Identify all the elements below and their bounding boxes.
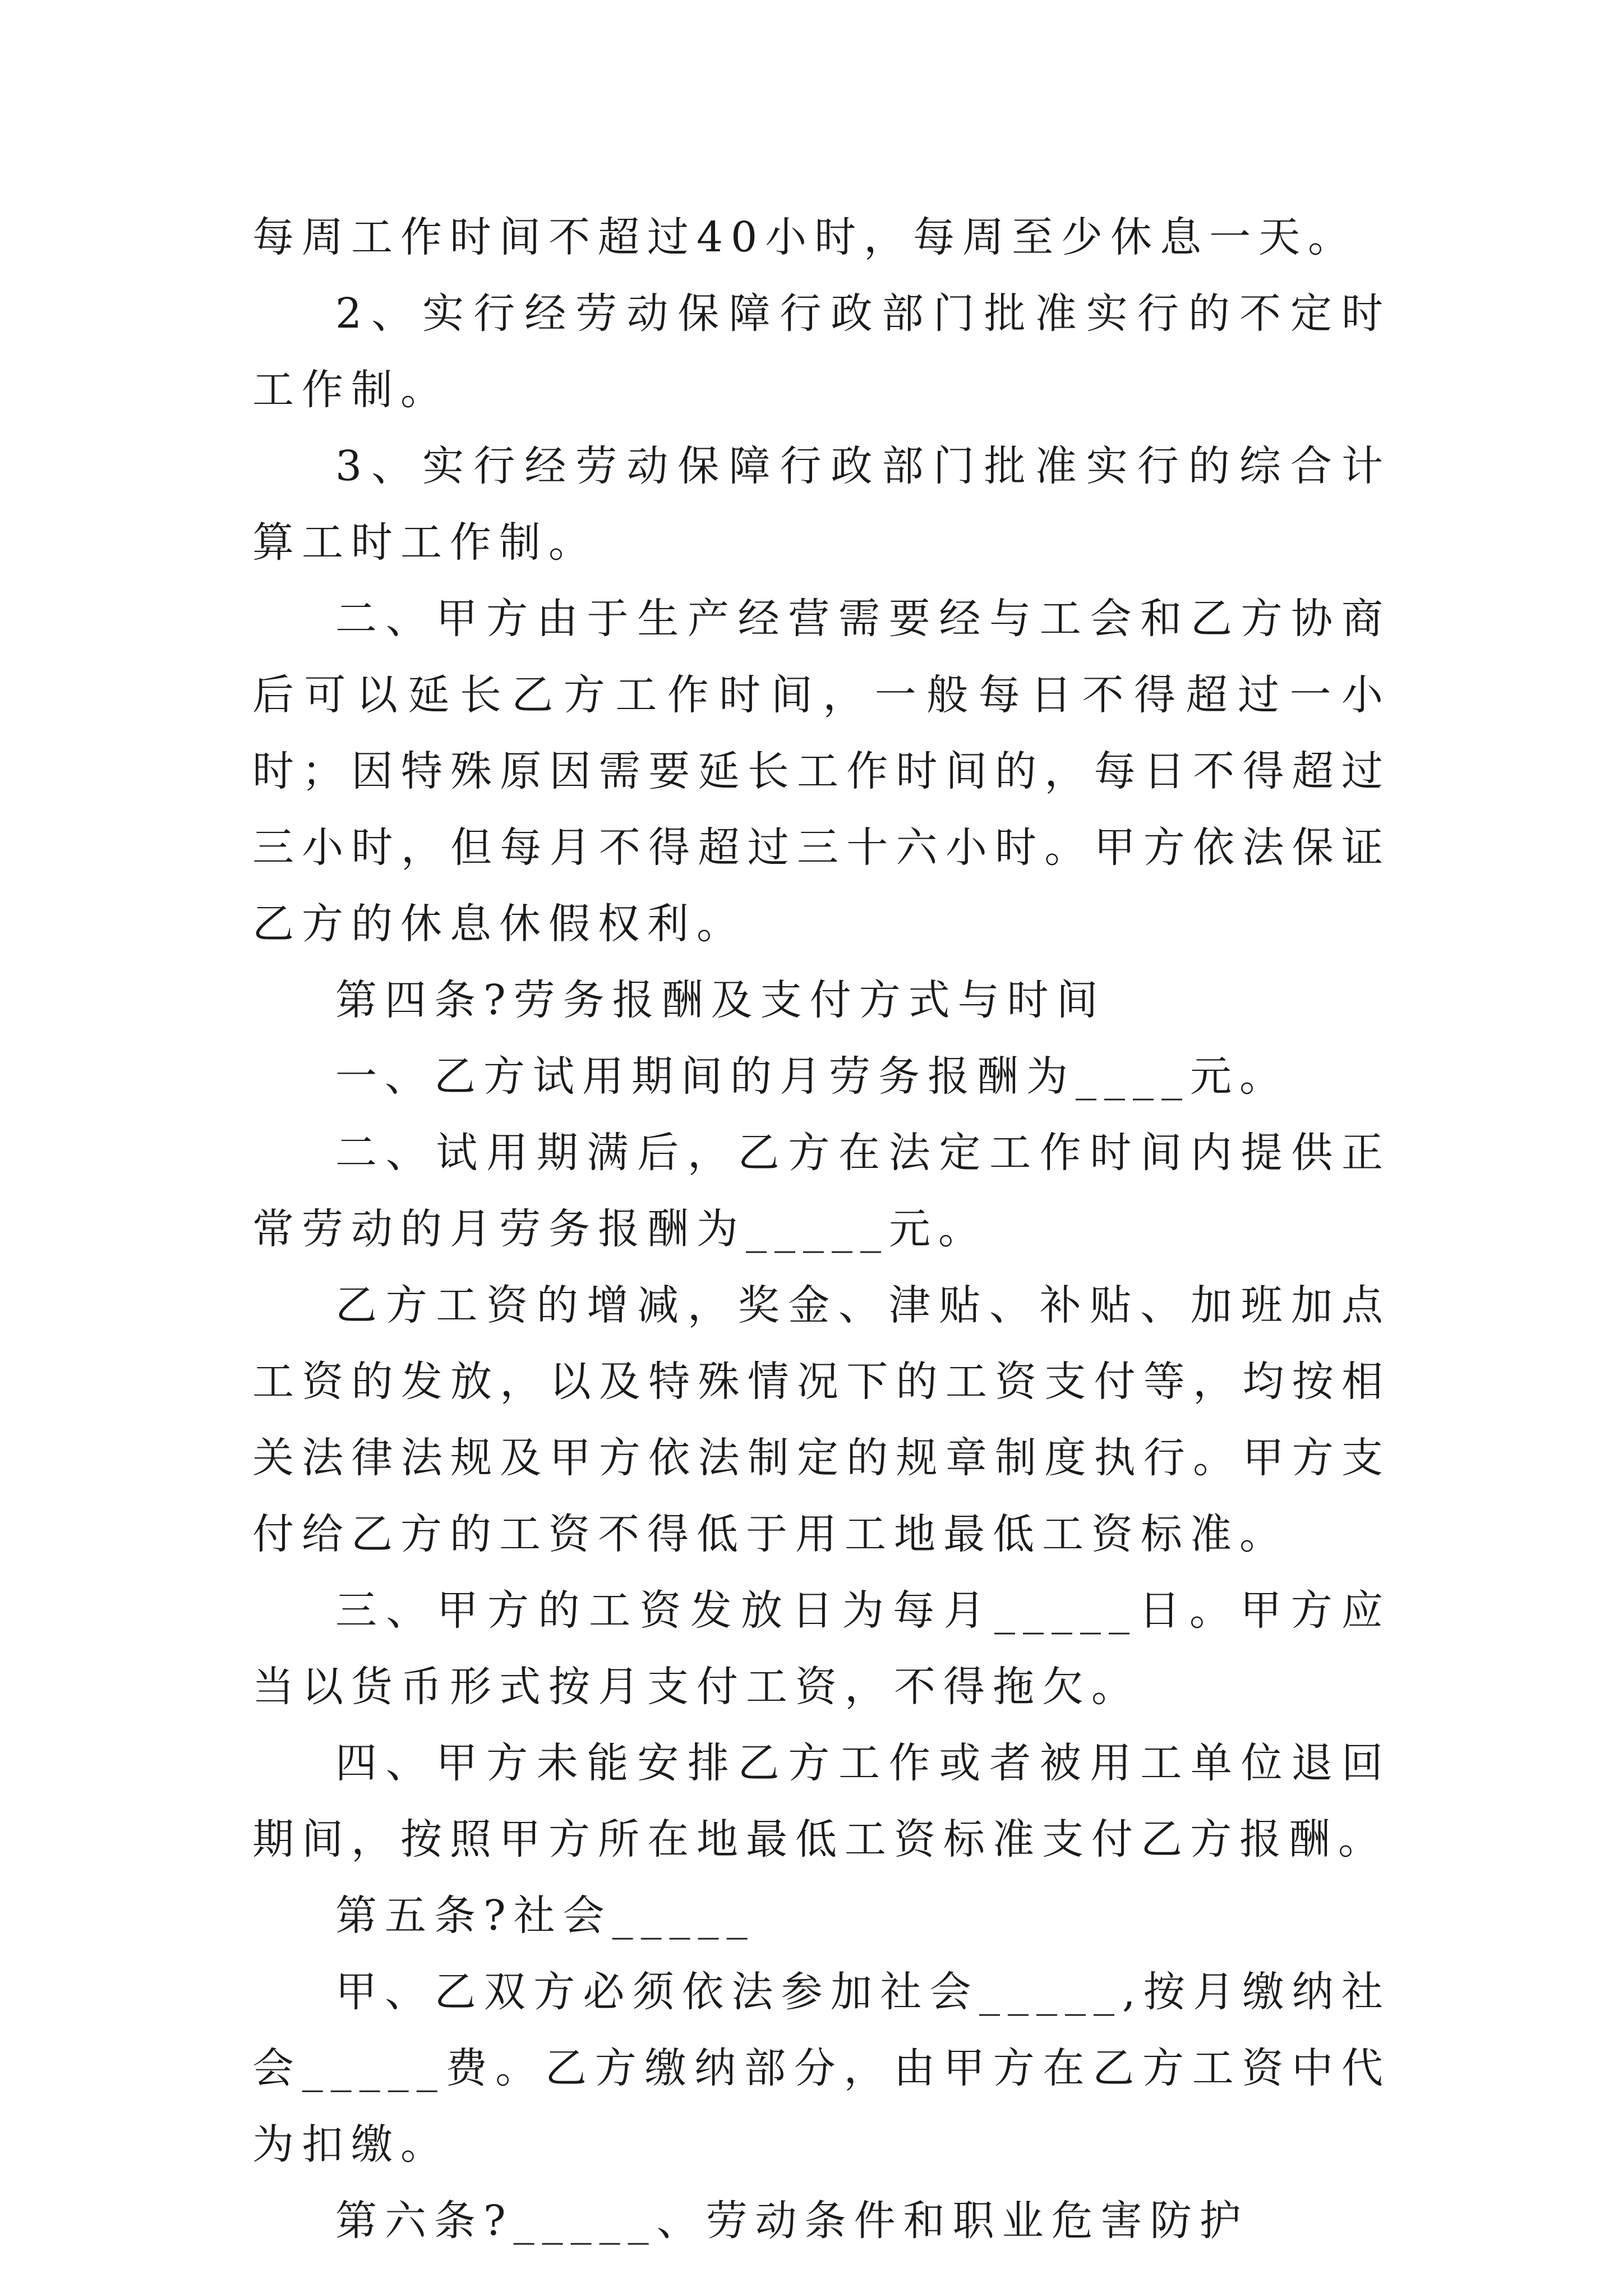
- paragraph-comprehensive-hours: 3、实行经劳动保障行政部门批准实行的综合计算工时工作制。: [252, 442, 1391, 567]
- paragraph-post-probation-pay: 二、试用期满后，乙方在法定工作时间内提供正常劳动的月劳务报酬为_____元。: [252, 1129, 1391, 1253]
- paragraph-flexible-hours: 2、实行经劳动保障行政部门批准实行的不定时工作制。: [252, 289, 1391, 414]
- paragraph-overtime: 二、甲方由于生产经营需要经与工会和乙方协商后可以延长乙方工作时间，一般每日不得超过一小时；因特殊原因需要延长工作时间的，每日不得超过三小时，但每月不得超过三十六小时。甲方依法保证乙方的休息休假权利。: [252, 595, 1391, 948]
- document-body: [252, 199, 1391, 2259]
- paragraph-idle-pay: 四、甲方未能安排乙方工作或者被用工单位退回期间，按照甲方所在地最低工资标准支付乙方报酬。: [252, 1739, 1391, 1864]
- paragraph-social-insurance: 甲、乙双方必须依法参加社会_____,按月缴纳社会_____费。乙方缴纳部分，由甲方在乙方工资中代为扣缴。: [252, 1968, 1391, 2169]
- paragraph-wage-adjustments: 乙方工资的增减，奖金、津贴、补贴、加班加点工资的发放，以及特殊情况下的工资支付等，均按相关法律法规及甲方依法制定的规章制度执行。甲方支付给乙方的工资不得低于用工地最低工资标准。: [252, 1281, 1391, 1558]
- paragraph-weekly-hours: 每周工作时间不超过40小时，每周至少休息一天。: [252, 213, 1358, 261]
- paragraph-probation-pay: 一、乙方试用期间的月劳务报酬为____元。: [335, 1052, 1289, 1101]
- heading-article-4: 第四条?劳务报酬及支付方式与时间: [335, 976, 1106, 1024]
- heading-article-5: 第五条?社会_____: [335, 1892, 755, 1940]
- paragraph-payday: 三、甲方的工资发放日为每月_____日。甲方应当以货币形式按月支付工资，不得拖欠。: [252, 1586, 1391, 1711]
- heading-article-6: 第六条?_____、劳动条件和职业危害防护: [335, 2197, 1249, 2245]
